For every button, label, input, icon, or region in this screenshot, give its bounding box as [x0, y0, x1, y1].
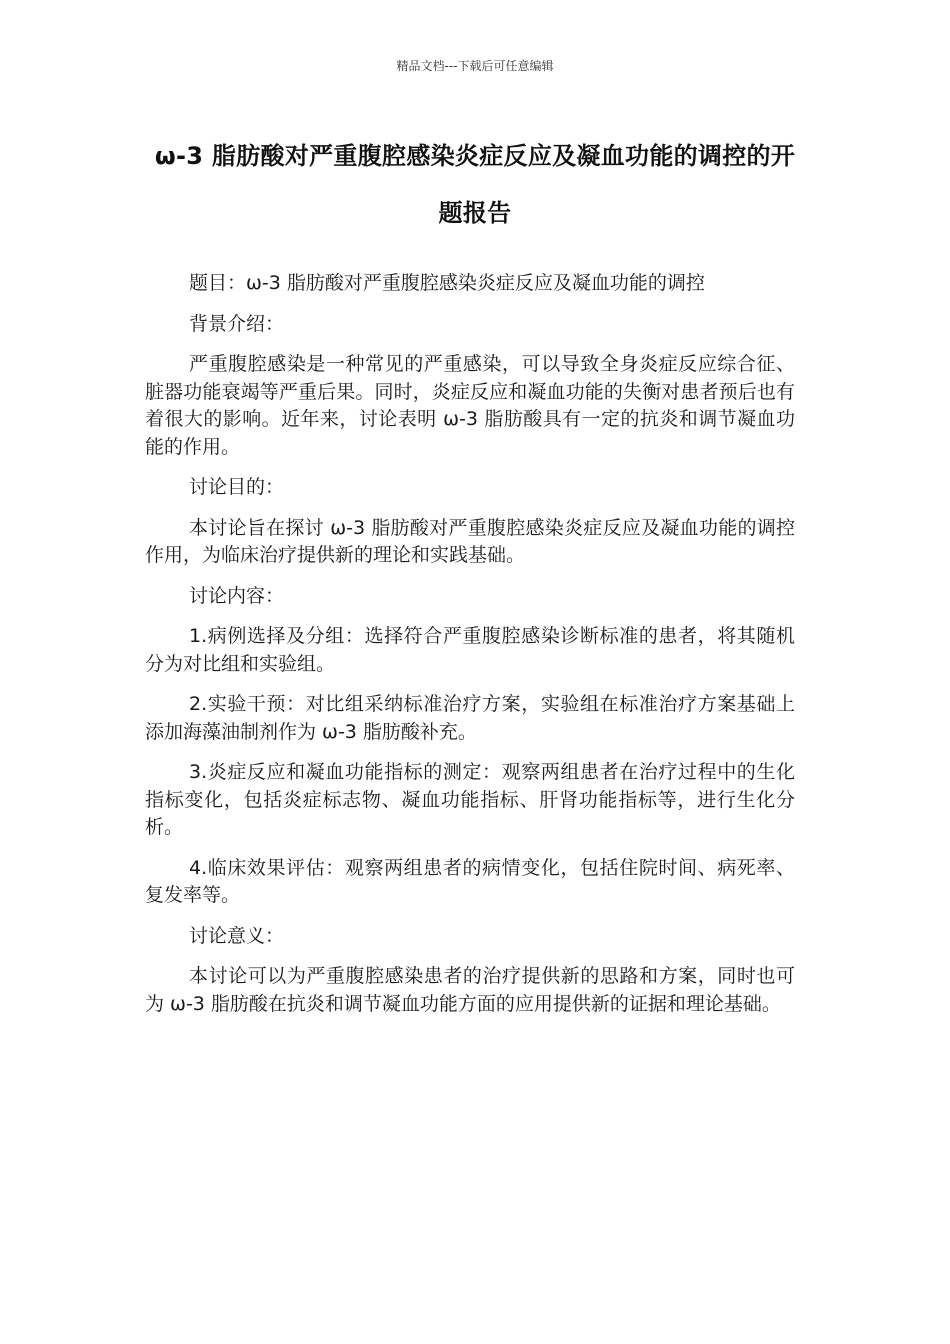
section-heading-content: 讨论内容： — [189, 584, 285, 607]
content-item-4: 4.临床效果评估：观察两组患者的病情变化，包括住院时间、病死率、复发率等。 — [145, 856, 795, 906]
purpose-paragraph: 本讨论旨在探讨 ω-3 脂肪酸对严重腹腔感染炎症反应及凝血功能的调控作用，为临床治疗提供新的理论和实践基础。 — [145, 516, 795, 566]
section-heading-background: 背景介绍： — [189, 312, 285, 335]
document-title: ω-3 脂肪酸对严重腹腔感染炎症反应及凝血功能的调控的开题报告 — [154, 142, 796, 227]
document-body — [145, 270, 795, 1031]
background-paragraph: 严重腹腔感染是一种常见的严重感染，可以导致全身炎症反应综合征、脏器功能衰竭等严重后果。同时，炎症反应和凝血功能的失衡对患者预后也有着很大的影响。近年来，讨论表明 ω-3 脂肪酸具有一定的抗炎和调节凝血功能的作用。 — [145, 353, 795, 458]
content-item-1: 1.病例选择及分组：选择符合严重腹腔感染诊断标准的患者，将其随机分为对比组和实验组。 — [145, 625, 795, 675]
topic-line: 题目：ω-3 脂肪酸对严重腹腔感染炎症反应及凝血功能的调控 — [189, 272, 705, 294]
content-item-2: 2.实验干预：对比组采纳标准治疗方案，实验组在标准治疗方案基础上添加海藻油制剂作为 ω-3 脂肪酸补充。 — [145, 693, 795, 743]
section-heading-significance: 讨论意义： — [189, 924, 285, 947]
content-item-3: 3.炎症反应和凝血功能指标的测定：观察两组患者在治疗过程中的生化指标变化，包括炎症标志物、凝血功能指标、肝肾功能指标等，进行生化分析。 — [145, 761, 795, 838]
significance-paragraph: 本讨论可以为严重腹腔感染患者的治疗提供新的思路和方案，同时也可为 ω-3 脂肪酸在抗炎和调节凝血功能方面的应用提供新的证据和理论基础。 — [145, 965, 795, 1015]
header-note: 精品文档---下载后可任意编辑 — [396, 59, 554, 73]
section-heading-purpose: 讨论目的： — [189, 476, 285, 498]
